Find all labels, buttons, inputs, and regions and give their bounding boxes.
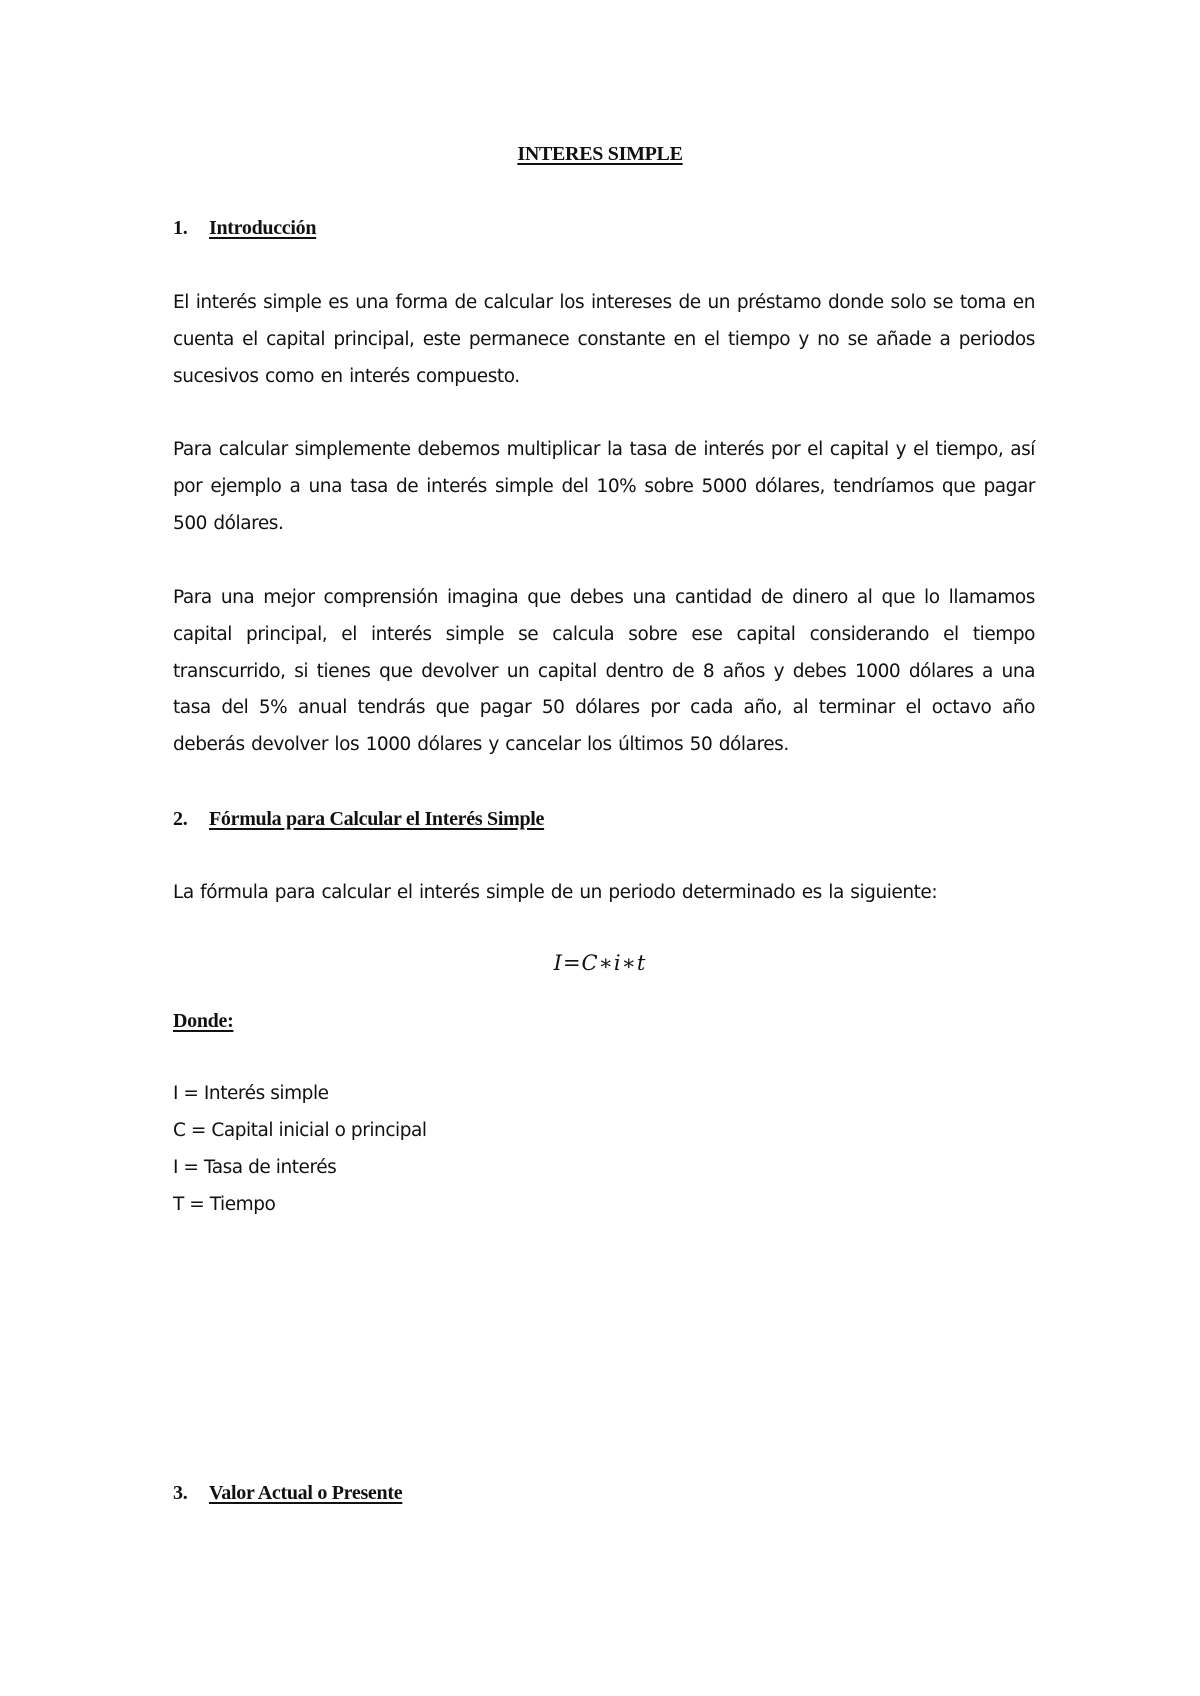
where-label: Donde: [173, 1010, 234, 1032]
section-number: 3. [173, 1482, 188, 1504]
paragraph-example: Para una mejor comprensión imagina que debes una cantidad de dinero al que lo llamamos capital principal, el interés simple se calcula sobre ese capital considerando el tiempo transcurrido, si tienes que devolver un capital dentro de 8 años y debes 1000 dólares a una tasa del 5% anual tendrás que pagar 50 dólares por cada año, al terminar el octavo año deberás devolver los 1000 dólares y cancelar los últimos 50 dólares. [173, 587, 1035, 756]
section-title: Valor Actual o Presente [209, 1482, 403, 1504]
section-heading-introduccion [173, 217, 316, 240]
definition-item: C = Capital inicial o principal [173, 1120, 427, 1141]
definition-item: I = Tasa de interés [173, 1157, 337, 1178]
paragraph-formula-intro: La fórmula para calcular el interés simple de un periodo determinado es la siguiente: [173, 882, 938, 903]
section-number: 2. [173, 808, 188, 830]
section-title: Introducción [209, 217, 317, 239]
paragraph-calculation: Para calcular simplemente debemos multiplicar la tasa de interés por el capital y el tiempo, así por ejemplo a una tasa de interés simple del 10% sobre 5000 dólares, tendríamos que pagar 500 dólares. [173, 439, 1035, 534]
document-title: INTERES SIMPLE [517, 143, 683, 165]
section-heading-formula [173, 808, 544, 831]
definition-list [173, 1075, 427, 1223]
definition-item: I = Interés simple [173, 1083, 329, 1104]
section-title: Fórmula para Calcular el Interés Simple [209, 808, 545, 830]
paragraph-definition: El interés simple es una forma de calcular los intereses de un préstamo donde solo se toma en cuenta el capital principal, este permanece constante en el tiempo y no se añade a periodos sucesivos como en interés compuesto. [173, 292, 1035, 387]
formula: I=C∗i∗t [553, 951, 647, 975]
definition-item: T = Tiempo [173, 1194, 276, 1215]
section-number: 1. [173, 217, 188, 239]
section-heading-valor-actual [173, 1482, 402, 1505]
